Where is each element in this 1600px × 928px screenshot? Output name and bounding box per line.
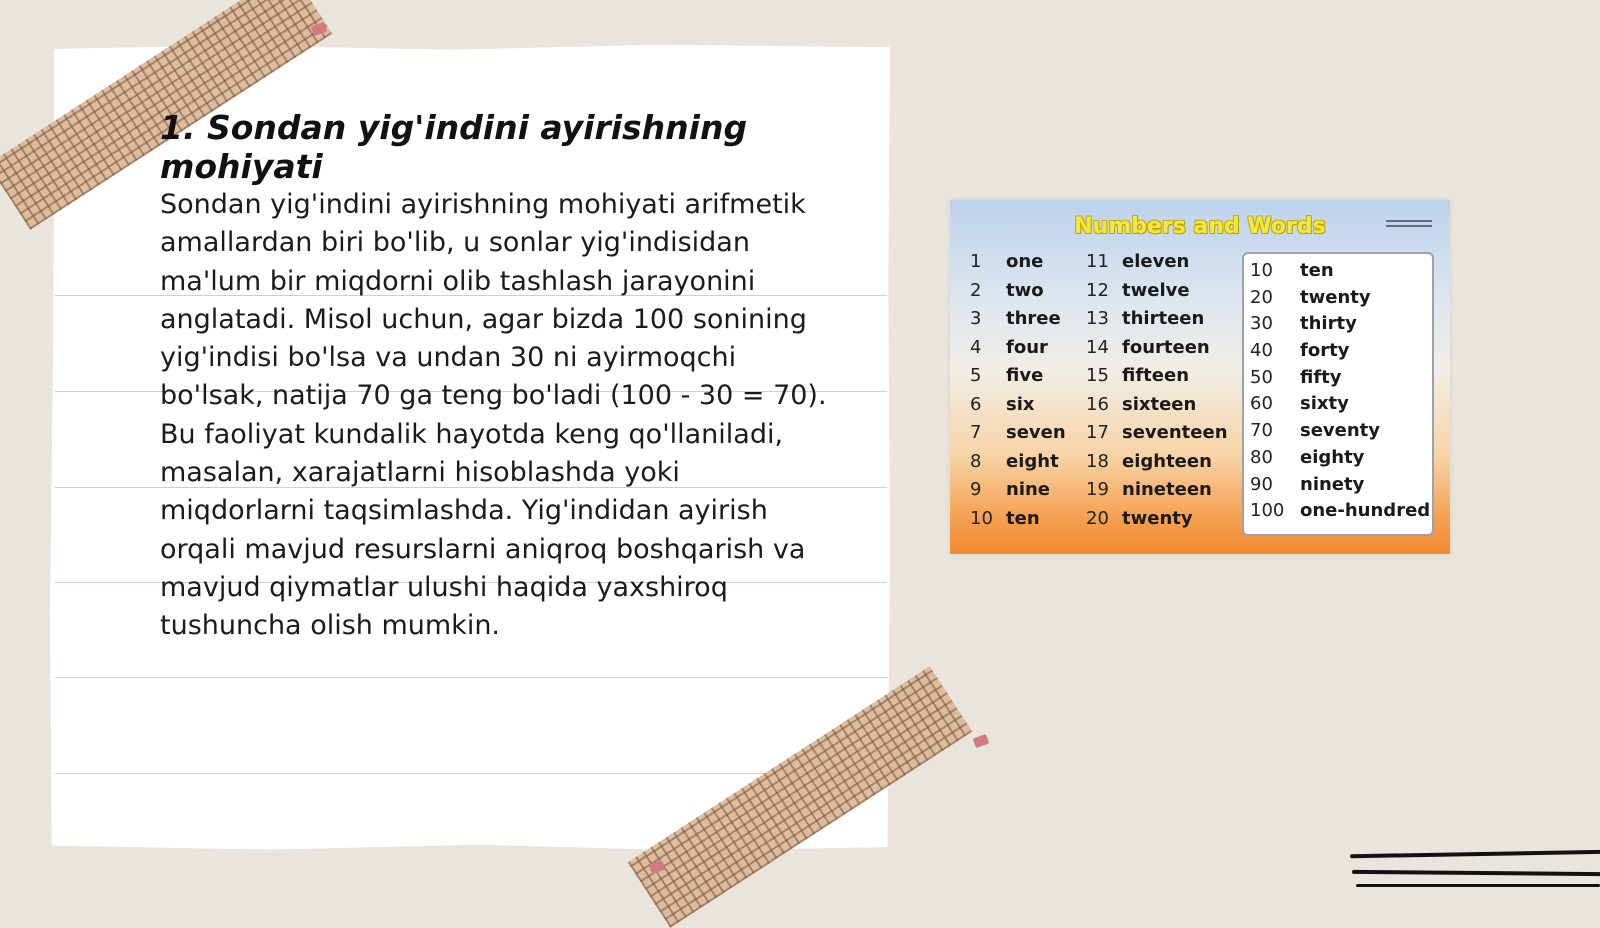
number: 18 bbox=[1086, 450, 1109, 472]
word: three bbox=[1006, 308, 1061, 329]
slide-title: 1. Sondan yig'indini ayirishning mohiyati bbox=[160, 108, 748, 186]
number: 30 bbox=[1250, 313, 1273, 335]
number-row bbox=[1086, 305, 1228, 334]
number-row bbox=[1250, 311, 1430, 338]
number-row bbox=[1086, 362, 1228, 391]
word: seventeen bbox=[1122, 422, 1228, 443]
number: 10 bbox=[1250, 260, 1273, 281]
number-row bbox=[1086, 419, 1228, 448]
number-row bbox=[1250, 338, 1430, 365]
number: 2 bbox=[970, 279, 982, 301]
publisher-logo-icon bbox=[1386, 220, 1432, 230]
number-row bbox=[1250, 498, 1430, 525]
word: fifteen bbox=[1122, 365, 1190, 386]
word: one-hundred bbox=[1300, 500, 1431, 522]
number: 19 bbox=[1086, 479, 1109, 500]
word: twenty bbox=[1300, 286, 1371, 308]
word: eleven bbox=[1122, 251, 1190, 272]
number-row bbox=[970, 248, 1066, 277]
number: 90 bbox=[1250, 473, 1273, 495]
numbers-and-words-card bbox=[950, 200, 1450, 554]
number-row bbox=[970, 391, 1066, 420]
number: 13 bbox=[1086, 308, 1109, 329]
numbers-column-2 bbox=[1086, 248, 1228, 533]
word: fourteen bbox=[1122, 336, 1210, 358]
number-row bbox=[1086, 476, 1228, 505]
number-row bbox=[1086, 505, 1228, 534]
word: forty bbox=[1300, 340, 1350, 362]
number: 12 bbox=[1086, 279, 1109, 301]
number: 20 bbox=[1250, 286, 1273, 308]
number-row bbox=[1250, 258, 1430, 285]
number-row bbox=[1086, 448, 1228, 477]
word: twenty bbox=[1122, 507, 1193, 529]
word: thirty bbox=[1300, 313, 1357, 335]
word: fifty bbox=[1300, 366, 1342, 388]
number: 7 bbox=[970, 422, 982, 443]
number: 6 bbox=[970, 393, 982, 415]
number-row bbox=[1250, 418, 1430, 445]
tape-pin bbox=[973, 734, 990, 748]
word: ten bbox=[1300, 260, 1334, 281]
number: 15 bbox=[1086, 365, 1109, 386]
word: sixteen bbox=[1122, 393, 1197, 415]
number: 16 bbox=[1086, 393, 1109, 415]
word: one bbox=[1006, 251, 1044, 272]
number-row bbox=[1250, 472, 1430, 499]
number-row bbox=[1250, 285, 1430, 312]
number-row bbox=[970, 362, 1066, 391]
word: ninety bbox=[1300, 473, 1365, 495]
ruled-line bbox=[55, 677, 887, 678]
card-title: Numbers and Words bbox=[1074, 214, 1326, 239]
number-row bbox=[1086, 248, 1228, 277]
number-row bbox=[1086, 391, 1228, 420]
number-row bbox=[1086, 277, 1228, 306]
number: 20 bbox=[1086, 507, 1109, 529]
number: 40 bbox=[1250, 340, 1273, 362]
word: eighteen bbox=[1122, 450, 1212, 472]
number: 14 bbox=[1086, 336, 1109, 358]
number: 1 bbox=[970, 251, 982, 272]
decorative-stroke bbox=[1352, 870, 1600, 876]
number-row bbox=[970, 334, 1066, 363]
word: five bbox=[1006, 365, 1044, 386]
number-row bbox=[1250, 365, 1430, 392]
number-row bbox=[1250, 445, 1430, 472]
number: 9 bbox=[970, 479, 982, 500]
number: 80 bbox=[1250, 446, 1273, 468]
tens-box bbox=[1242, 252, 1434, 536]
number: 4 bbox=[970, 336, 982, 358]
number: 100 bbox=[1250, 500, 1285, 522]
number: 3 bbox=[970, 308, 982, 329]
number-row bbox=[970, 448, 1066, 477]
word: eight bbox=[1006, 450, 1059, 472]
decorative-stroke bbox=[1350, 850, 1600, 859]
number: 50 bbox=[1250, 366, 1273, 388]
word: twelve bbox=[1122, 279, 1190, 301]
word: nine bbox=[1006, 479, 1051, 500]
body-paragraph: Sondan yig'indini ayirishning mohiyati arifmetik amallardan biri bo'lib, u sonlar yig'indisidan ma'lum bir miqdorni olib tashlash jarayonini anglatadi. Misol uchun, agar bizda 100 sonining yig'indisi bo'lsa va undan 30 ni ayirmoqchi bo'lsak, natija 70 ga teng bo'ladi (100 - 30 = 70). Bu faoliyat kundalik hayotda keng qo'llaniladi, masalan, xarajatlarni hisoblashda yoki miqdorlarni taqsimlashda. Yig'indidan ayirish orqali mavjud resurslarni aniqroq boshqarish va mavjud qiymatlar ulushi haqida yaxshiroq tushuncha olish mumkin. bbox=[160, 189, 827, 642]
number: 8 bbox=[970, 450, 982, 472]
numbers-column-3 bbox=[1250, 258, 1430, 525]
word: ten bbox=[1006, 507, 1040, 529]
word: two bbox=[1006, 279, 1044, 301]
decorative-stroke bbox=[1356, 884, 1600, 887]
word: seven bbox=[1006, 422, 1066, 443]
number-row bbox=[970, 305, 1066, 334]
number-row bbox=[970, 277, 1066, 306]
number: 60 bbox=[1250, 393, 1273, 415]
word: seventy bbox=[1300, 420, 1381, 442]
number-row bbox=[970, 476, 1066, 505]
number-row bbox=[970, 419, 1066, 448]
word: thirteen bbox=[1122, 308, 1205, 329]
numbers-column-1 bbox=[970, 248, 1066, 533]
number: 10 bbox=[970, 507, 993, 529]
number: 17 bbox=[1086, 422, 1109, 443]
word: sixty bbox=[1300, 393, 1349, 415]
number: 11 bbox=[1086, 251, 1109, 272]
number: 70 bbox=[1250, 420, 1273, 442]
number-row bbox=[1086, 334, 1228, 363]
word: eighty bbox=[1300, 446, 1365, 468]
word: four bbox=[1006, 336, 1048, 358]
number-row bbox=[970, 505, 1066, 534]
word: six bbox=[1006, 393, 1035, 415]
number: 5 bbox=[970, 365, 982, 386]
word: nineteen bbox=[1122, 479, 1212, 500]
number-row bbox=[1250, 391, 1430, 418]
